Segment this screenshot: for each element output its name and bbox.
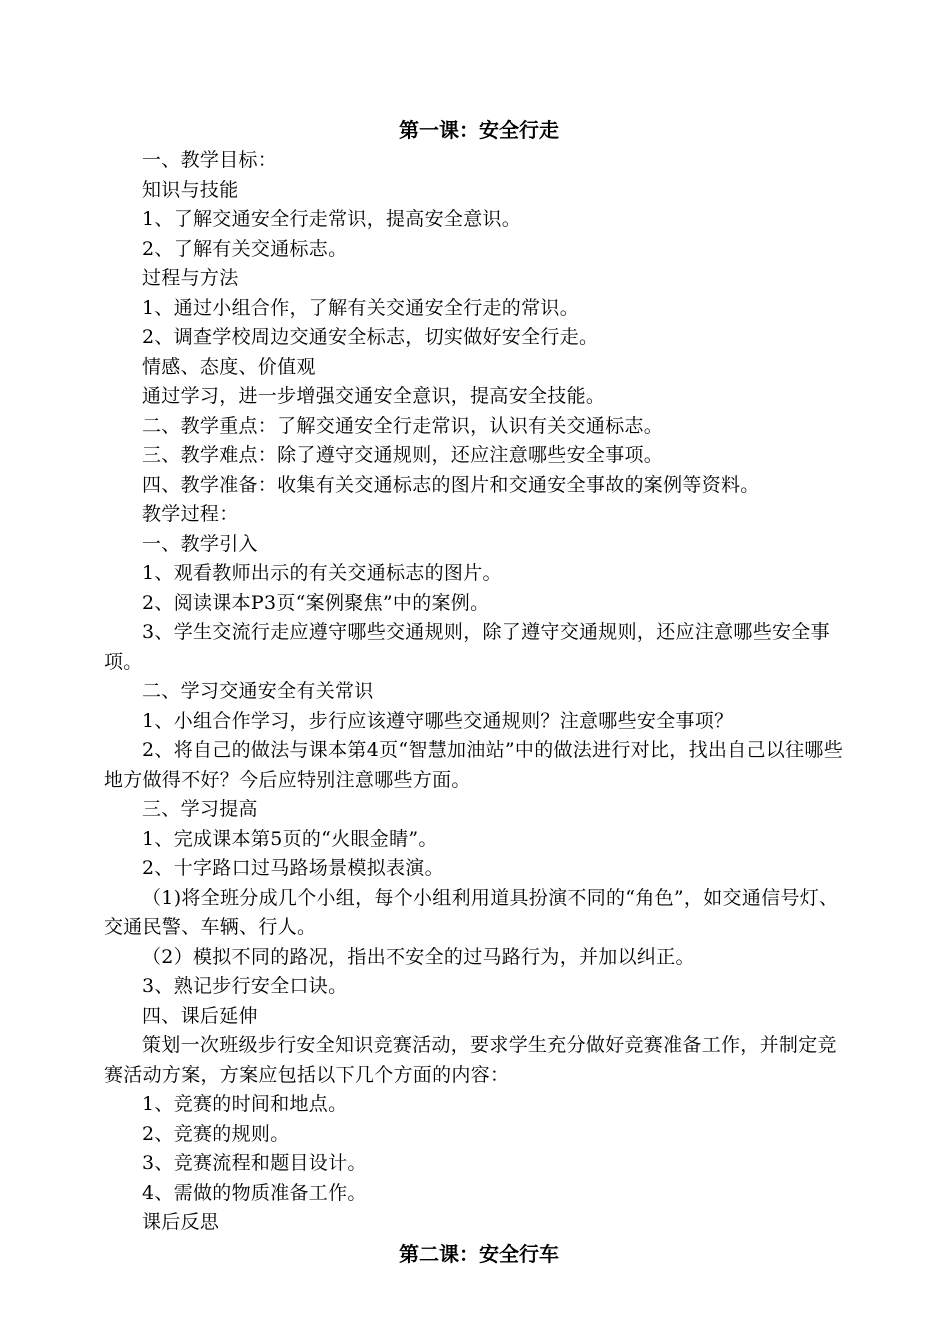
- paragraph-line: 教学过程：: [142, 503, 239, 525]
- paragraph-line: 2、将自己的做法与课本第4页“智慧加油站”中的做法进行对比，找出自己以往哪些地方做得不好？今后应特别注意哪些方面。: [104, 739, 844, 791]
- paragraph-line: 一、教学目标：: [142, 149, 278, 171]
- paragraph-line: 情感、态度、价值观: [142, 355, 316, 378]
- paragraph-line: 2、竞赛的规则。: [142, 1122, 290, 1145]
- lesson2-title: 第二课：安全行车: [399, 1241, 559, 1266]
- paragraph-line: 3、熟记步行安全口诀。: [142, 975, 348, 997]
- paragraph-line: 二、学习交通安全有关常识: [142, 680, 374, 702]
- paragraph-line: 2、调查学校周边交通安全标志，切实做好安全行走。: [142, 326, 599, 348]
- paragraph-line: 三、教学难点：除了遵守交通规则，还应注意哪些安全事项。: [142, 444, 664, 466]
- paragraph-line: 知识与技能: [142, 178, 239, 201]
- paragraph-line: 一、教学引入: [142, 532, 258, 555]
- lesson1-title: 第一课：安全行走: [399, 118, 559, 142]
- paragraph-line: 2、十字路口过马路场景模拟表演。: [142, 857, 444, 879]
- paragraph-line: 通过学习，进一步增强交通安全意识，提高安全技能。: [142, 385, 606, 407]
- paragraph-line: 1、了解交通安全行走常识，提高安全意识。: [142, 208, 522, 230]
- paragraph-line: （2）模拟不同的路况，指出不安全的过马路行为，并加以纠正。: [142, 945, 695, 968]
- paragraph-line: 4、需做的物质准备工作。: [142, 1181, 367, 1204]
- paragraph-line: 过程与方法: [142, 267, 239, 289]
- paragraph-line: 2、阅读课本P3页“案例聚焦”中的案例。: [142, 591, 490, 614]
- paragraph-line: 1、通过小组合作，了解有关交通安全行走的常识。: [142, 296, 579, 319]
- paragraph-line: （1)将全班分成几个小组，每个小组利用道具扮演不同的“角色”，如交通信号灯、交通民警、车辆、行人。: [104, 886, 839, 938]
- paragraph-line: 二、教学重点：了解交通安全行走常识，认识有关交通标志。: [142, 414, 664, 437]
- paragraph-line: 四、教学准备：收集有关交通标志的图片和交通安全事故的案例等资料。: [142, 473, 760, 496]
- document-body: [104, 114, 854, 1270]
- paragraph-line: 1、观看教师出示的有关交通标志的图片。: [142, 562, 502, 584]
- paragraph-line: 课后反思: [142, 1211, 220, 1233]
- paragraph-line: 1、完成课本第5页的“火眼金睛”。: [142, 827, 438, 850]
- paragraph-line: 四、课后延伸: [142, 1004, 258, 1027]
- paragraph-line: 三、学习提高: [142, 798, 258, 820]
- paragraph-line: 3、竞赛流程和题目设计。: [142, 1152, 367, 1174]
- paragraph-line: 3、学生交流行走应遵守哪些交通规则，除了遵守交通规则，还应注意哪些安全事项。: [104, 621, 830, 673]
- paragraph-line: 策划一次班级步行安全知识竞赛活动，要求学生充分做好竞赛准备工作，并制定竞赛活动方案，方案应包括以下几个方面的内容：: [104, 1034, 837, 1086]
- paragraph-line: 2、了解有关交通标志。: [142, 237, 348, 260]
- paragraph-line: 1、竞赛的时间和地点。: [142, 1093, 348, 1115]
- paragraph-line: 1、小组合作学习，步行应该遵守哪些交通规则？注意哪些安全事项？: [142, 709, 734, 732]
- lesson1-content: [104, 146, 854, 1238]
